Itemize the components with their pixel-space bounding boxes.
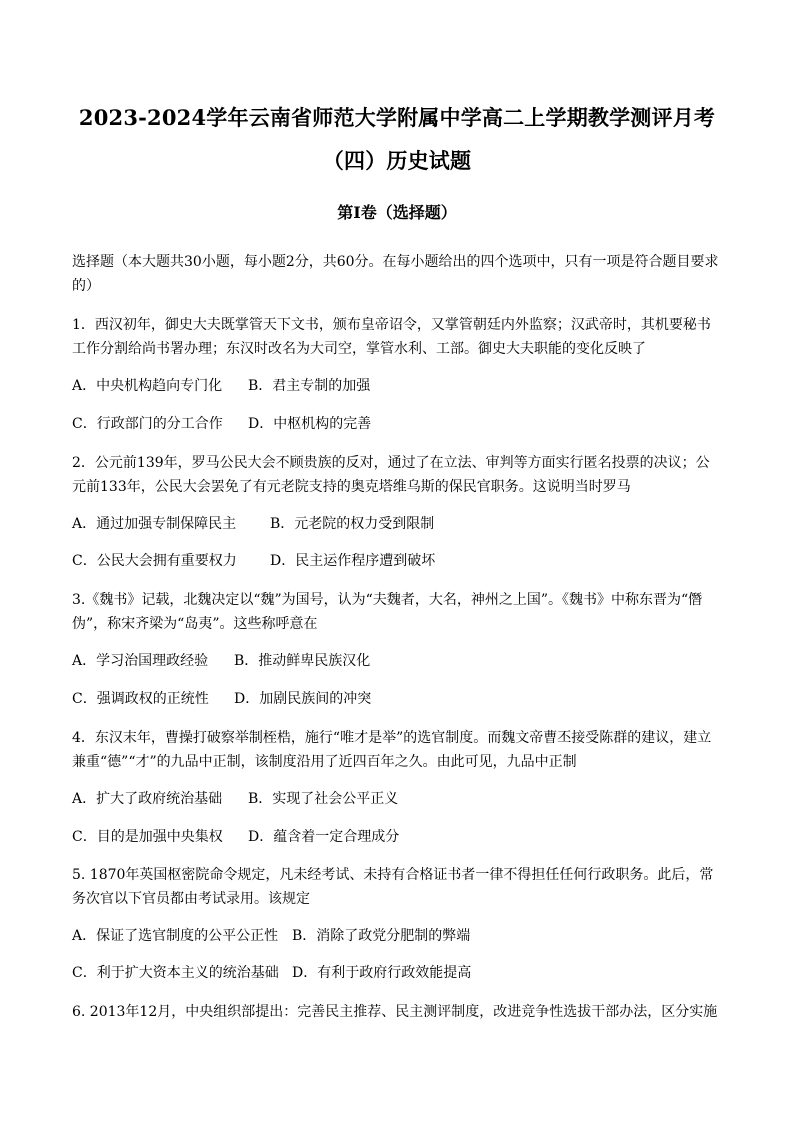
document-title-line-2: （四）历史试题: [322, 148, 472, 173]
question-5-option-a: A．保证了选官制度的公平公正性: [72, 928, 279, 944]
instructions-paragraph: 选择题（本大题共30小题，每小题2分，共60分。在每小题给出的四个选项中，只有一项是符合题目要求的）: [72, 254, 719, 294]
question-2-option-b: B．元老院的权力受到限制: [270, 516, 435, 532]
section-heading: 第Ⅰ卷（选择题）: [337, 203, 457, 222]
question-2-option-c: C．公民大会拥有重要权力: [72, 553, 237, 569]
question-4-option-b: B．实现了社会公平正义: [248, 791, 399, 807]
question-1-stem: 1．西汉初年，御史大夫既掌管天下文书，颁布皇帝诏令，又掌管朝廷内外监察；汉武帝时，其机要秘书工作分割给尚书署办理；东汉时改名为大司空，掌管水利、工部。御史大夫职能的变化反映了: [72, 317, 711, 357]
question-5-options-row-1: [72, 925, 470, 947]
question-1-option-a: A．中央机构趋向专门化: [72, 378, 223, 394]
question-6-stem: 6. 2013年12月，中央组织部提出：完善民主推荐、民主测评制度，改进竞争性选拔干部办法，区分实施: [72, 1004, 718, 1020]
question-2-stem: 2．公元前139年，罗马公民大会不顾贵族的反对，通过了在立法、审判等方面实行匿名投票的决议；公元前133年，公民大会罢免了有元老院支持的奥克塔维乌斯的保民官职务。这说明当时罗马: [72, 455, 710, 495]
document-title-line-1: 2023-2024学年云南省师范大学附属中学高二上学期教学测评月考: [78, 105, 716, 130]
question-1-option-d: D．中枢机构的完善: [248, 416, 372, 432]
question-3-option-a: A．学习治国理政经验: [72, 653, 209, 669]
question-3-option-d: D．加剧民族间的冲突: [234, 691, 372, 707]
question-2-options-row-1: [72, 513, 434, 535]
question-5-stem: 5. 1870年英国枢密院命令规定，凡未经考试、未持有合格证书者一律不得担任任何行政职务。此后，常务次官以下官员都由考试录用。该规定: [72, 867, 714, 907]
question-3-option-b: B．推动鲜卑民族汉化: [234, 653, 371, 669]
question-1-options-row-2: [72, 413, 371, 435]
question-5-options-row-2: [72, 962, 471, 984]
question-4-stem: 4．东汉末年，曹操打破察举制桎梏，施行“唯才是举”的选官制度。而魏文帝曹丕接受陈群的建议，建立兼重“德”“才”的九品中正制，该制度沿用了近四百年之久。由此可见，九品中正制: [72, 730, 712, 770]
question-2-option-a: A．通过加强专制保障民主: [72, 516, 237, 532]
question-2-option-d: D．民主运作程序遭到破坏: [270, 553, 436, 569]
question-2-options-row-2: [72, 550, 435, 572]
question-3-stem: 3.《魏书》记载，北魏决定以“魏”为国号，认为“夫魏者，大名，神州之上国”。《魏书》中称东晋为“僭伪”，称宋齐梁为“岛夷”。这些称呼意在: [72, 592, 703, 632]
question-1-option-b: B．君主专制的加强: [248, 378, 371, 394]
question-1-options-row-1: [72, 375, 370, 397]
question-3-option-c: C．强调政权的正统性: [72, 691, 209, 707]
question-5-option-d: D．有利于政府行政效能提高: [292, 965, 472, 981]
question-4-option-a: A．扩大了政府统治基础: [72, 791, 223, 807]
question-4-option-c: C．目的是加强中央集权: [72, 829, 223, 845]
question-1-option-c: C．行政部门的分工合作: [72, 416, 223, 432]
question-3-options-row-1: [72, 650, 370, 672]
question-4-options-row-2: [72, 826, 399, 848]
question-4-options-row-1: [72, 788, 398, 810]
question-4-option-d: D．蕴含着一定合理成分: [248, 829, 400, 845]
question-5-option-c: C．利于扩大资本主义的统治基础: [72, 965, 279, 981]
question-3-options-row-2: [72, 688, 371, 710]
question-5-option-b: B．消除了政党分肥制的弊端: [292, 928, 471, 944]
